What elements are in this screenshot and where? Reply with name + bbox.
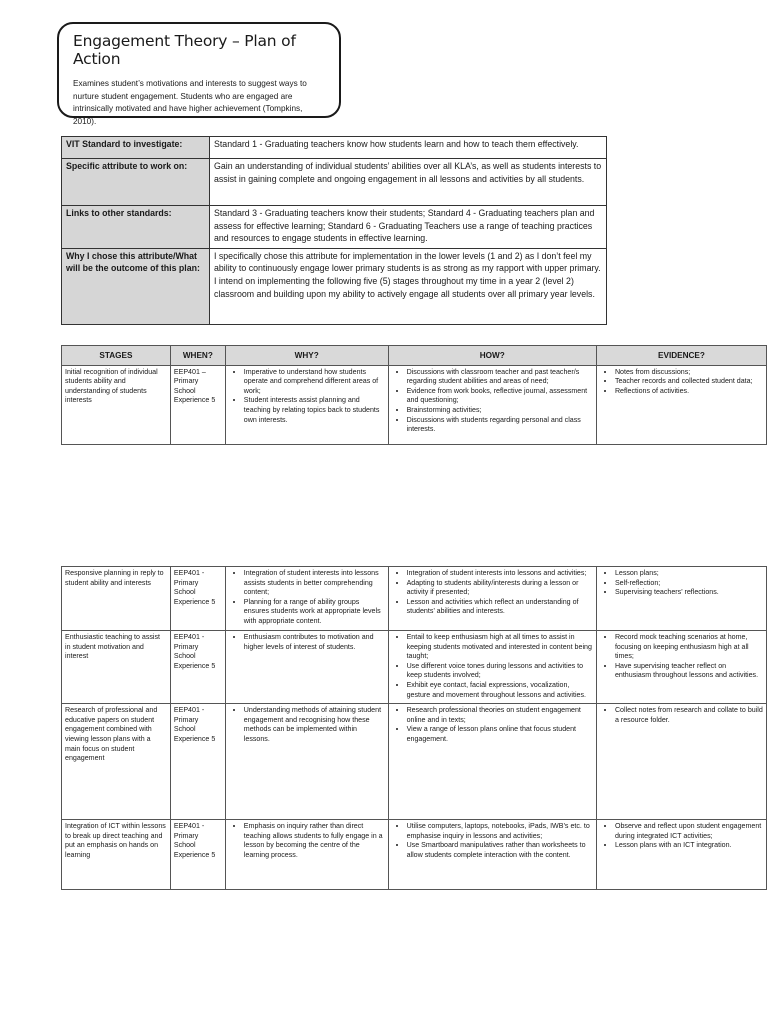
bullet-item: • Research professional theories on student engagement online and in texts; (407, 706, 593, 725)
bullet-item: • Record mock teaching scenarios at home, focusing on keeping enthusiasm high at all times; (615, 633, 763, 662)
bullet-item: • Have supervising teacher reflect on enthusiasm throughout lessons and activities. (615, 662, 763, 681)
stage-cell: Initial recognition of individual students ability and understanding of students interests (62, 365, 171, 444)
when-cell: EEP401 - Primary School Experience 5 (170, 631, 225, 704)
standards-row (62, 206, 607, 249)
why-cell-list (229, 822, 385, 860)
stages-rows (62, 365, 767, 444)
stages-table-header-section (61, 345, 767, 445)
stage-cell: Research of professional and educative papers on student engagement combined with viewing lesson plans with a main focus on student engagement (62, 704, 171, 820)
why-cell (225, 365, 388, 444)
how-cell-list (392, 822, 593, 860)
how-cell (388, 567, 596, 631)
stage-cell: Responsive planning in reply to student ability and interests (62, 567, 171, 631)
standard-label: Why I chose this attribute/What will be the outcome of this plan: (62, 248, 210, 324)
bullet-item: • Discussions with students regarding personal and class interests. (407, 416, 593, 435)
bullet-item: • Integration of student interests into lessons and activities; (407, 569, 593, 579)
evidence-cell (596, 820, 766, 890)
bullet-item: • Supervising teachers’ reflections. (615, 588, 763, 598)
bullet-item: • Use Smartboard manipulatives rather than worksheets to allow students complete interaction with the content. (407, 841, 593, 860)
standards-row (62, 137, 607, 159)
how-cell (388, 704, 596, 820)
bullet-item: • Use different voice tones during lessons and activities to keep students involved; (407, 662, 593, 681)
bullet-item: • Lesson plans with an ICT integration. (615, 841, 763, 851)
bullet-item: • Understanding methods of attaining student engagement and recognising how these methods can be implemented within lessons. (244, 706, 385, 744)
column-header-stages: STAGES (62, 346, 171, 366)
column-header-how: HOW? (388, 346, 596, 366)
bullet-item: • Adapting to students ability/interests during a lesson or activity if presented; (407, 579, 593, 598)
standard-value: Standard 1 - Graduating teachers know how students learn and how to teach them effectively. (210, 137, 607, 159)
column-header-why: WHY? (225, 346, 388, 366)
bullet-item: • Utilise computers, laptops, notebooks, iPads, IWB’s etc. to emphasise inquiry in lessons and activities; (407, 822, 593, 841)
how-cell-list (392, 706, 593, 744)
why-cell-list (229, 706, 385, 744)
standard-value: Gain an understanding of individual students’ abilities over all KLA’s, as well as students interests to assist in gaining complete and ongoing engagement in all lessons and activities by all students. (210, 159, 607, 206)
evidence-cell-list (600, 706, 763, 725)
stage-row (62, 820, 767, 890)
standard-label: Specific attribute to work on: (62, 159, 210, 206)
standard-label: VIT Standard to investigate: (62, 137, 210, 159)
bullet-item: • Lesson and activities which reflect an understanding of students’ abilities and interests. (407, 598, 593, 617)
evidence-cell-list (600, 633, 763, 681)
how-cell-list (392, 569, 593, 617)
title-box (57, 22, 341, 126)
how-cell (388, 365, 596, 444)
standards-table (61, 136, 607, 325)
stages-rows (62, 567, 767, 890)
why-cell-list (229, 368, 385, 426)
bullet-item: • Integration of student interests into lessons assists students in better comprehending content; (244, 569, 385, 598)
page-title: Engagement Theory – Plan of Action (73, 32, 296, 68)
bullet-item: • Observe and reflect upon student engagement during integrated ICT activities; (615, 822, 763, 841)
evidence-cell-list (600, 368, 763, 397)
bullet-item: • View a range of lesson plans online that focus student engagement. (407, 725, 593, 744)
how-cell-list (392, 633, 593, 700)
bullet-item: • Self-reflection; (615, 579, 763, 589)
bullet-item: • Imperative to understand how students operate and comprehend different areas of work; (244, 368, 385, 397)
bullet-item: • Planning for a range of ability groups ensures students work at appropriate levels with appropriate content. (244, 598, 385, 627)
why-cell (225, 820, 388, 890)
evidence-cell-list (600, 822, 763, 851)
stage-row (62, 631, 767, 704)
bullet-item: • Lesson plans; (615, 569, 763, 579)
bullet-item: • Exhibit eye contact, facial expressions, vocalization, gesture and movement throughout lessons and activities. (407, 681, 593, 700)
evidence-cell (596, 704, 766, 820)
when-cell: EEP401 – Primary School Experience 5 (170, 365, 225, 444)
bullet-item: • Notes from discussions; (615, 368, 763, 378)
why-cell-list (229, 633, 385, 652)
why-cell-list (229, 569, 385, 627)
standard-label: Links to other standards: (62, 206, 210, 249)
evidence-cell (596, 567, 766, 631)
bullet-item: • Reflections of activities. (615, 387, 763, 397)
why-cell (225, 631, 388, 704)
when-cell: EEP401 - Primary School Experience 5 (170, 820, 225, 890)
stage-cell: Integration of ICT within lessons to break up direct teaching and put an emphasis on hands on learning (62, 820, 171, 890)
standard-value: Standard 3 - Graduating teachers know their students; Standard 4 - Graduating teachers plan and assess for effective learning; Standard 6 - Graduating Teachers use a range of teaching practices and resources to engage students in effective learning. (210, 206, 607, 249)
standard-value: I specifically chose this attribute for implementation in the lower levels (1 and 2) as I don’t feel my ability to continuously engage lower primary students is as strong as my rapport with upper primary. I intend on implementing the following five (5) stages throughout my time in a year 2 (level 2) classroom and building upon my ability to actively engage all students over all primary year levels. (210, 248, 607, 324)
bullet-item: • Brainstorming activities; (407, 406, 593, 416)
bullet-item: • Teacher records and collected student data; (615, 377, 763, 387)
how-cell-list (392, 368, 593, 435)
bullet-item: • Entail to keep enthusiasm high at all times to assist in keeping students motivated and interested in content being taught; (407, 633, 593, 662)
why-cell (225, 567, 388, 631)
stage-row (62, 567, 767, 631)
bullet-item: • Student interests assist planning and teaching by relating topics back to students own interests. (244, 396, 385, 425)
bullet-item: • Discussions with classroom teacher and past teacher/s regarding student abilities and areas of need; (407, 368, 593, 387)
standards-row (62, 159, 607, 206)
evidence-cell (596, 631, 766, 704)
stage-cell: Enthusiastic teaching to assist in student motivation and interest (62, 631, 171, 704)
stage-row (62, 365, 767, 444)
stages-header-row (62, 346, 767, 366)
standards-row (62, 248, 607, 324)
column-header-when: WHEN? (170, 346, 225, 366)
page-description: Examines student’s motivations and interests to suggest ways to nurture student engagement. Students who are engaged are intrinsically motivated and have higher achievement (Tompkins, 2010). (73, 79, 307, 126)
evidence-cell-list (600, 569, 763, 598)
why-cell (225, 704, 388, 820)
bullet-item: • Enthusiasm contributes to motivation and higher levels of interest of students. (244, 633, 385, 652)
column-header-evidence: EVIDENCE? (596, 346, 766, 366)
how-cell (388, 820, 596, 890)
bullet-item: • Evidence from work books, reflective journal, assessment and questioning; (407, 387, 593, 406)
when-cell: EEP401 - Primary School Experience 5 (170, 567, 225, 631)
when-cell: EEP401 - Primary School Experience 5 (170, 704, 225, 820)
bullet-item: • Emphasis on inquiry rather than direct teaching allows students to fully engage in a lesson by becoming the centre of the learning process. (244, 822, 385, 860)
bullet-item: • Collect notes from research and collate to build a resource folder. (615, 706, 763, 725)
stage-row (62, 704, 767, 820)
evidence-cell (596, 365, 766, 444)
stages-table-continued (61, 566, 767, 890)
how-cell (388, 631, 596, 704)
